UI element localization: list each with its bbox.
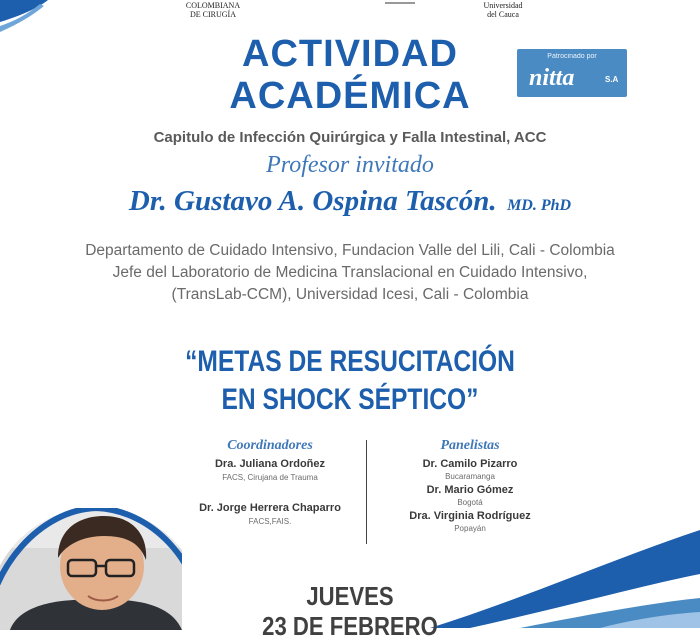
coordinator-detail: FACS,FAIS. <box>248 517 292 526</box>
event-date <box>257 581 444 641</box>
panelist-detail: Bucaramanga <box>445 472 495 481</box>
society-logo-text <box>168 1 258 19</box>
logo-line: DE CIRUGÍA <box>190 10 236 19</box>
coordinators-heading: Coordinadores <box>227 438 313 453</box>
panelist-name: Dr. Mario Gómez <box>426 484 514 496</box>
talk-title-line-2: EN SHOCK SÉPTICO” <box>221 383 479 416</box>
event-date-text: 23 DE FEBRERO <box>262 611 438 641</box>
speaker-degrees: MD. PhD <box>507 197 572 214</box>
coordinator-name: Dr. Jorge Herrera Chaparro <box>199 502 341 514</box>
logo-line: Universidad <box>483 1 523 10</box>
coordinators-block <box>180 438 360 526</box>
coordinator-name: Dra. Juliana Ordoñez <box>214 458 326 470</box>
title-line-1: ACTIVIDAD <box>242 33 458 75</box>
title-line-2: ACADÉMICA <box>229 75 471 117</box>
speaker-affiliation <box>0 240 700 306</box>
event-day: JUEVES <box>306 581 394 611</box>
affiliation-line: Departamento de Cuidado Intensivo, Fundacion Valle del Lili, Cali - Colombia <box>85 242 615 259</box>
chapter-subtitle: Capitulo de Infección Quirúrgica y Falla Intestinal, ACC <box>153 129 547 146</box>
affiliation-line: (TransLab-CCM), Universidad Icesi, Cali - Colombia <box>171 286 529 303</box>
logo-line: del Cauca <box>487 10 519 19</box>
affiliation-line: Jefe del Laboratorio de Medicina Translacional en Cuidado Intensivo, <box>112 264 588 281</box>
center-logo <box>380 0 420 6</box>
panelists-heading: Panelistas <box>440 438 500 453</box>
sponsor-logo <box>517 49 627 97</box>
university-logo-text <box>478 1 528 19</box>
panelists-block <box>380 438 560 533</box>
speaker-photo <box>0 508 182 630</box>
talk-title <box>63 343 637 419</box>
panelist-detail: Bogotá <box>457 498 483 507</box>
sponsor-brand: nitta <box>529 65 575 91</box>
speaker-name: Dr. Gustavo A. Ospina Tascón. <box>128 185 497 217</box>
coordinator-detail: FACS, Cirujana de Trauma <box>222 473 318 482</box>
sponsor-suffix: S.A <box>605 75 619 84</box>
panelist-name: Dra. Virginia Rodríguez <box>409 510 531 522</box>
panelist-detail: Popayán <box>454 524 486 533</box>
invited-label: Profesor invitado <box>266 152 434 178</box>
column-divider <box>366 440 367 544</box>
talk-title-line-1: “METAS DE RESUCITACIÓN <box>185 345 515 378</box>
panelist-name: Dr. Camilo Pizarro <box>422 458 518 470</box>
logo-line: COLOMBIANA <box>185 1 241 10</box>
speaker <box>0 185 700 218</box>
sponsor-label: Patrocinado por <box>547 53 597 60</box>
